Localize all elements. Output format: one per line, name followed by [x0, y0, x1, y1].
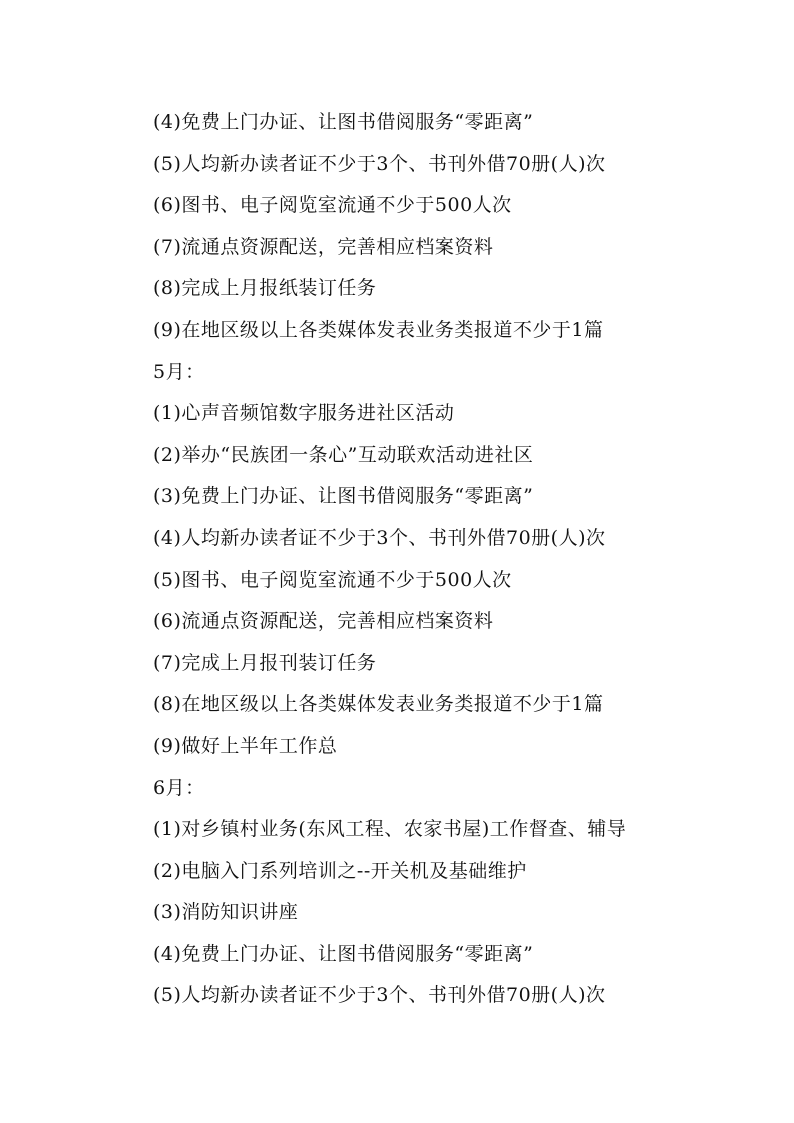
item-line: (8)在地区级以上各类媒体发表业务类报道不少于1篇 [153, 693, 604, 716]
item-line: (3)消防知识讲座 [153, 901, 299, 924]
item-line: (1)心声音频馆数字服务进社区活动 [153, 402, 455, 425]
item-line: (9)做好上半年工作总 [153, 734, 338, 757]
item-line: (4)人均新办读者证不少于3个、书刊外借70册(人)次 [153, 526, 606, 549]
item-line: (1)对乡镇村业务(东风工程、农家书屋)工作督查、辅导 [153, 818, 627, 841]
item-line: (5)人均新办读者证不少于3个、书刊外借70册(人)次 [153, 152, 606, 175]
month-heading: 5月： [153, 360, 205, 383]
item-line: (6)图书、电子阅览室流通不少于500人次 [153, 194, 512, 217]
item-line: (6)流通点资源配送，完善相应档案资料 [153, 610, 494, 633]
item-line: (2)举办“民族团一条心”互动联欢活动进社区 [153, 443, 534, 466]
item-line: (5)图书、电子阅览室流通不少于500人次 [153, 568, 512, 591]
item-line: (5)人均新办读者证不少于3个、书刊外借70册(人)次 [153, 984, 606, 1007]
item-line: (9)在地区级以上各类媒体发表业务类报道不少于1篇 [153, 318, 604, 341]
item-line: (7)流通点资源配送，完善相应档案资料 [153, 235, 494, 258]
item-line: (4)免费上门办证、让图书借阅服务“零距离” [153, 111, 534, 133]
item-line: (7)完成上月报刊装订任务 [153, 651, 377, 674]
item-line: (4)免费上门办证、让图书借阅服务“零距离” [153, 942, 534, 965]
month-heading: 6月： [153, 776, 205, 799]
document-body [153, 102, 753, 1017]
item-line: (3)免费上门办证、让图书借阅服务“零距离” [153, 485, 534, 508]
item-line: (8)完成上月报纸装订任务 [153, 277, 377, 300]
item-line: (2)电脑入门系列培训之--开关机及基础维护 [153, 859, 527, 882]
